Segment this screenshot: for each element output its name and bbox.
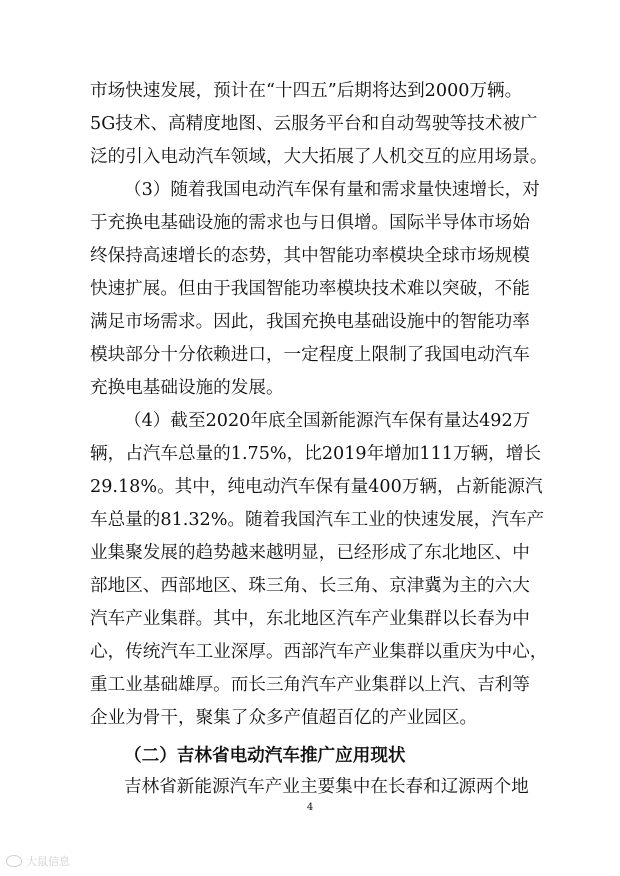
watermark-text: 大鼠信息 xyxy=(26,855,70,868)
text-line: 企业为骨干，聚集了众多产值超百亿的产业园区。 xyxy=(90,708,478,728)
text-line: 泛的引入电动汽车领域，大大拓展了人机交互的应用场景。 xyxy=(90,147,548,167)
watermark xyxy=(6,852,70,870)
text-line: 重工业基础雄厚。而长三角汽车产业集群以上汽、吉利等 xyxy=(90,675,530,695)
text-line: 5G技术、高精度地图、云服务平台和自动驾驶等技术被广 xyxy=(90,114,538,134)
text-line: 市场快速发展，预计在“十四五”后期将达到2000万辆。 xyxy=(90,81,523,101)
text-line: 充换电基础设施的发展。 xyxy=(90,378,284,398)
paragraph-4-start: （4）截至2020年底全国新能源汽车保有量达492万 xyxy=(124,411,531,431)
text-line: 吉林省新能源汽车产业主要集中在长春和辽源两个地 xyxy=(124,777,529,797)
text-line: 快速扩展。但由于我国智能功率模块技术难以突破，不能 xyxy=(90,279,530,299)
text-line: 部地区、西部地区、珠三角、长三角、京津冀为主的六大 xyxy=(90,576,530,596)
text-line: 辆，占汽车总量的1.75%，比2019年增加111万辆，增长 xyxy=(90,444,541,464)
text-line: 29.18%。其中，纯电动汽车保有量400万辆，占新能源汽 xyxy=(90,477,543,497)
text-line: 满足市场需求。因此，我国充换电基础设施中的智能功率 xyxy=(90,312,530,332)
text-line: 终保持高速增长的态势，其中智能功率模块全球市场规模 xyxy=(90,246,530,266)
page-number: 4 xyxy=(306,802,314,813)
text-line: 业集聚发展的趋势越来越明显，已经形成了东北地区、中 xyxy=(90,543,530,563)
text-line: 于充换电基础设施的需求也与日俱增。国际半导体市场始 xyxy=(90,213,530,233)
weibo-icon xyxy=(6,855,22,867)
text-line: 心，传统汽车工业深厚。西部汽车产业集群以重庆为中心， xyxy=(90,642,548,662)
text-line: 模块部分十分依赖进口，一定程度上限制了我国电动汽车 xyxy=(90,345,530,365)
text-line: 汽车产业集群。其中，东北地区汽车产业集群以长春为中 xyxy=(90,609,530,629)
text-line: 车总量的81.32%。随着我国汽车工业的快速发展，汽车产 xyxy=(90,510,545,530)
paragraph-3-start: （3）随着我国电动汽车保有量和需求量快速增长，对 xyxy=(124,180,540,200)
section-heading: （二）吉林省电动汽车推广应用现状 xyxy=(124,745,406,766)
